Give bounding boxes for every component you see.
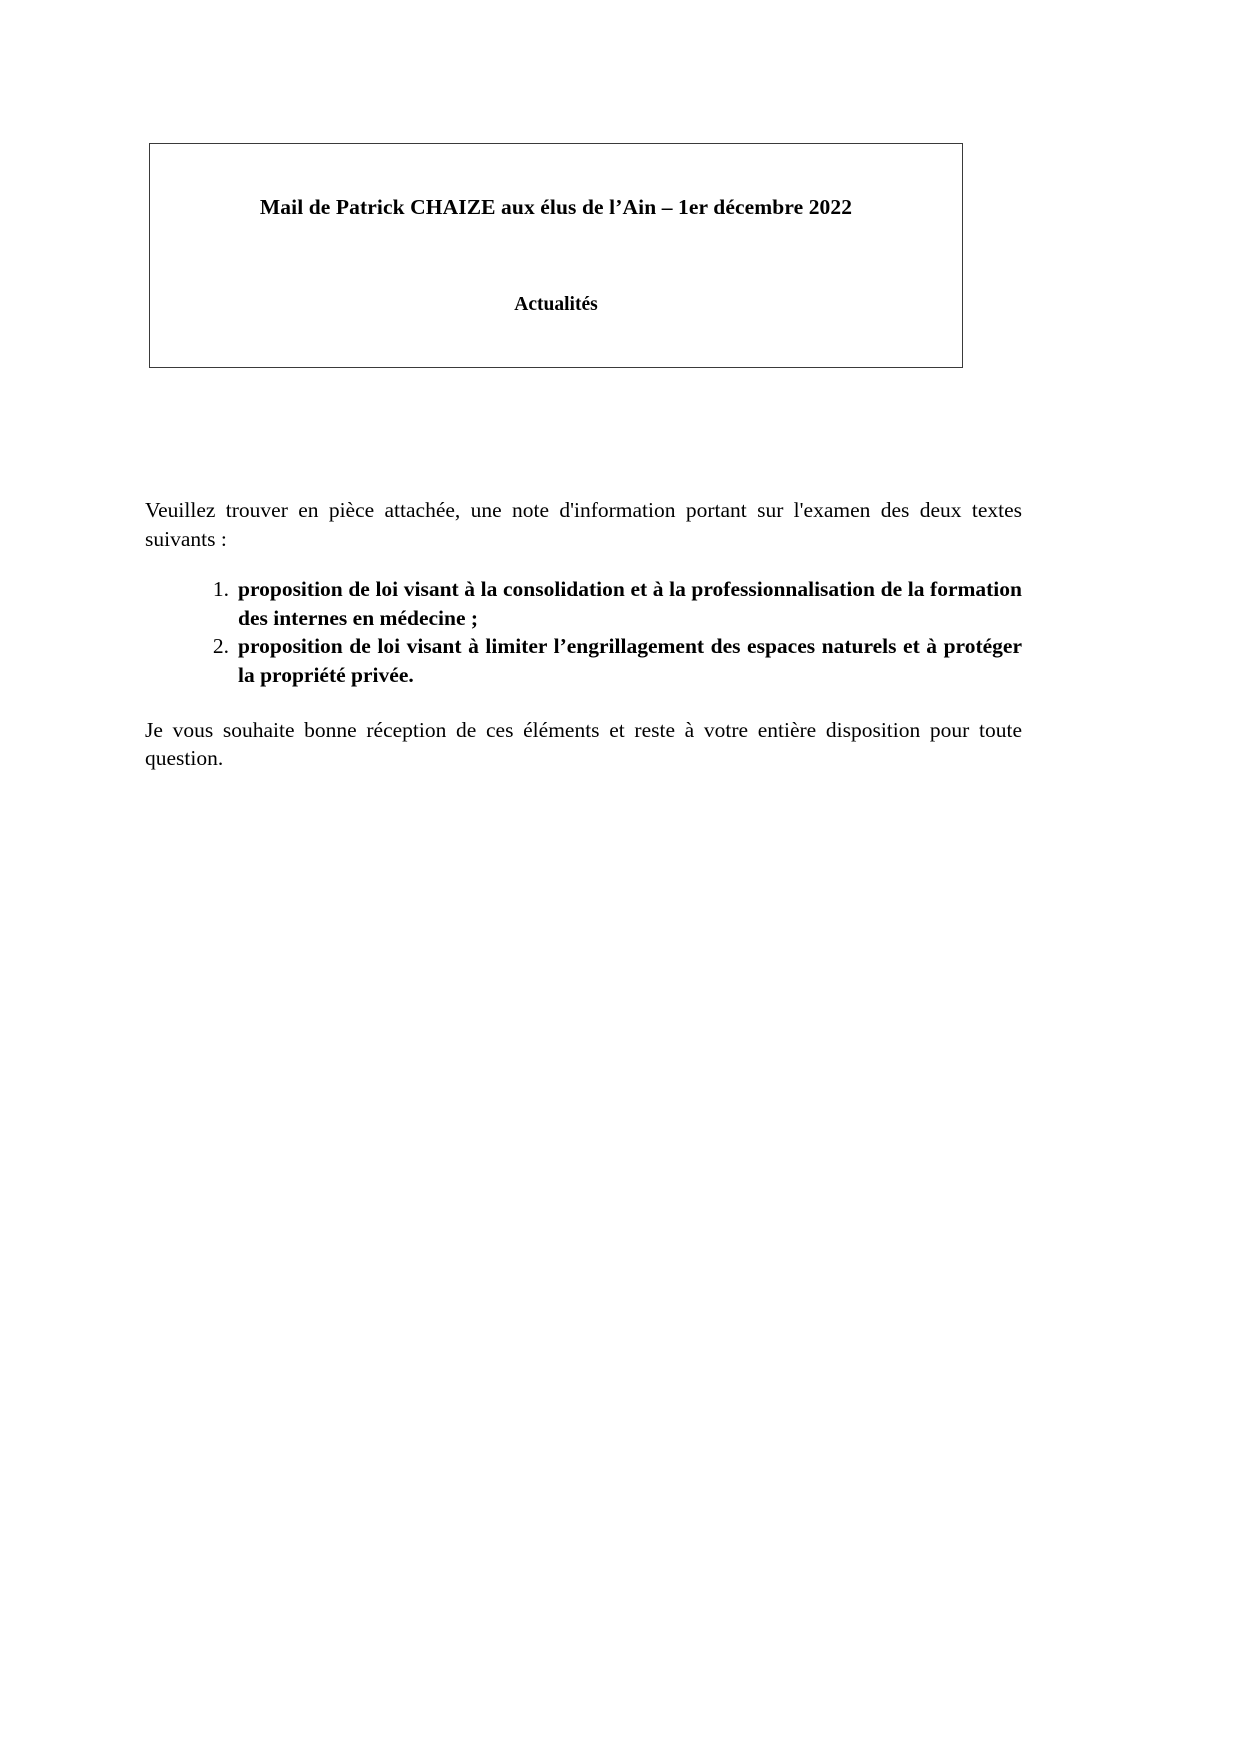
list-item-text: proposition de loi visant à la consolidation et à la professionnalisation de la formation des internes en médecine ;	[238, 577, 1022, 630]
list-item	[145, 632, 1022, 689]
list-item	[145, 575, 1022, 632]
list-item-text: proposition de loi visant à limiter l’engrillagement des espaces naturels et à protéger la propriété privée.	[238, 634, 1022, 687]
proposition-list	[145, 575, 1022, 689]
document-body	[145, 496, 1022, 773]
closing-paragraph: Je vous souhaite bonne réception de ces éléments et reste à votre entière disposition pour toute question.	[145, 717, 1022, 771]
intro-paragraph: Veuillez trouver en pièce attachée, une note d'information portant sur l'examen des deux textes suivants :	[145, 498, 1022, 551]
page-subtitle: Actualités	[514, 294, 598, 315]
header-box	[149, 143, 963, 368]
page-title: Mail de Patrick CHAIZE aux élus de l’Ain – 1er décembre 2022	[259, 195, 853, 219]
